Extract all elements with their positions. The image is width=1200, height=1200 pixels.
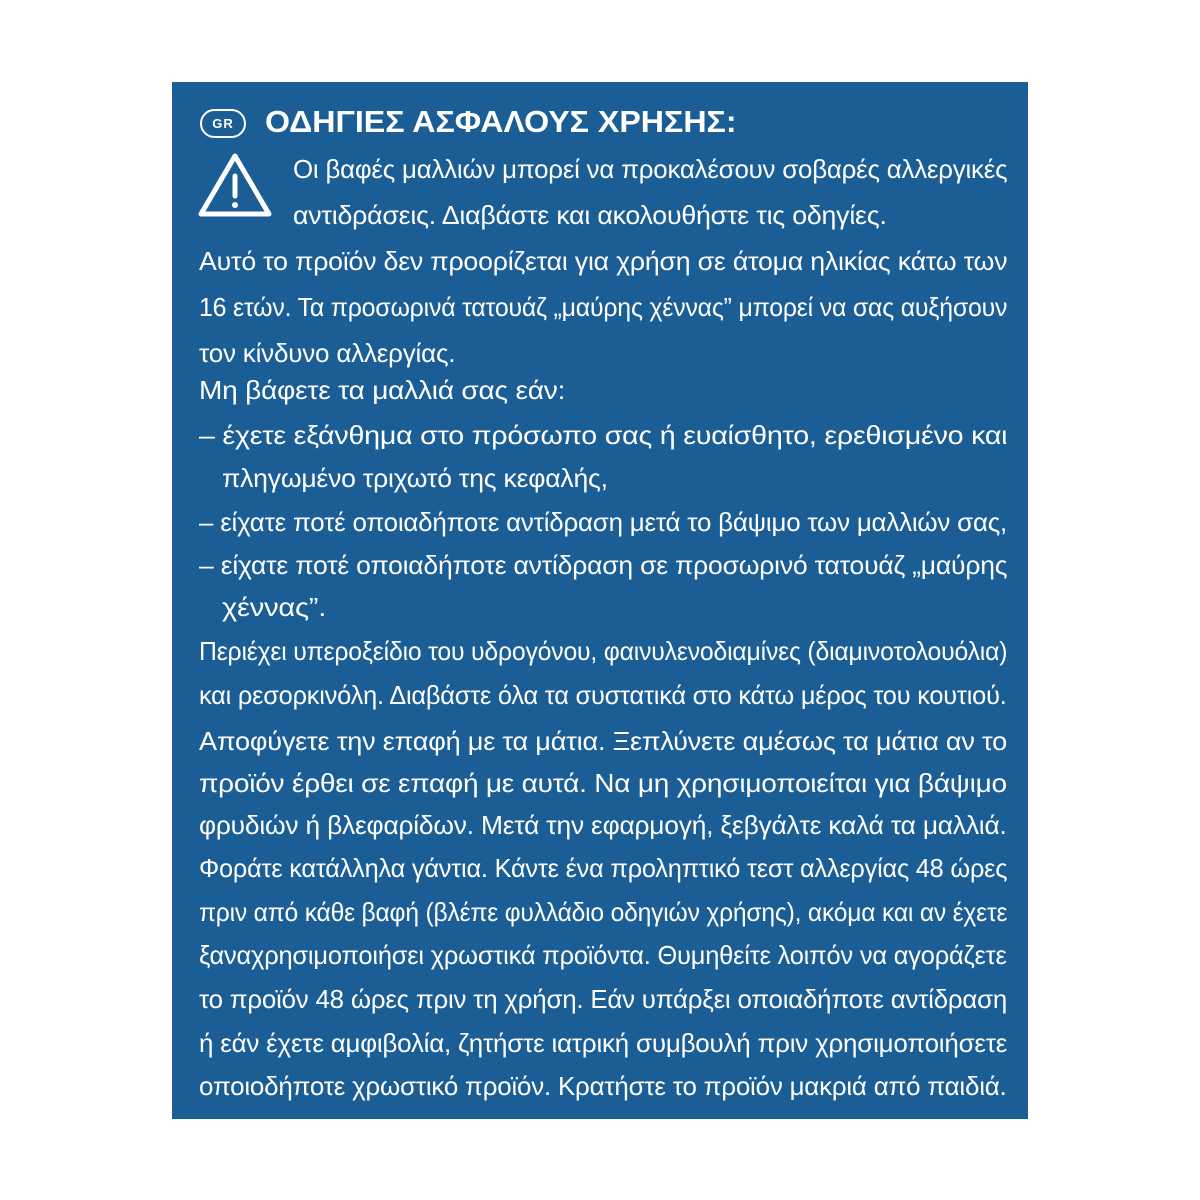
do-not-dye-heading: Μη βάφετε τα μαλλιά σας εάν: bbox=[199, 375, 566, 405]
warning-triangle-icon bbox=[196, 150, 274, 220]
do-not-dye-item: – έχετε εξάνθημα στο πρόσωπο σας ή ευαίσθητο, ερεθισμένο και bbox=[199, 420, 1008, 450]
body-line: και ρεσορκινόλη. Διαβάστε όλα τα συστατικά στο κάτω μέρος του κουτιού. bbox=[199, 680, 1007, 710]
age-notice-line: τον κίνδυνο αλλεργίας. bbox=[199, 338, 456, 368]
body-line: φρυδιών ή βλεφαρίδων. Μετά την εφαρμογή, ξεβγάλτε καλά τα μαλλιά. bbox=[199, 810, 1007, 840]
body-line: Αποφύγετε την επαφή με τα μάτια. Ξεπλύνετε αμέσως τα μάτια αν το bbox=[199, 726, 1007, 756]
body-line: προϊόν έρθει σε επαφή με αυτά. Να μη χρησιμοποιείται για βάψιμο bbox=[199, 768, 1007, 798]
age-notice-line: Αυτό το προϊόν δεν προορίζεται για χρήση σε άτομα ηλικίας κάτω των bbox=[199, 246, 1008, 276]
instructions-title: ΟΔΗΓΙΕΣ ΑΣΦΑΛΟΥΣ ΧΡΗΣΗΣ: bbox=[265, 104, 737, 139]
warning-line: Οι βαφές μαλλιών μπορεί να προκαλέσουν σοβαρές αλλεργικές bbox=[293, 154, 1008, 184]
body-line: Φοράτε κατάλληλα γάντια. Κάντε ένα προληπτικό τεστ αλλεργίας 48 ώρες bbox=[199, 853, 1008, 883]
body-line: οποιοδήποτε χρωστικό προϊόν. Κρατήστε το προϊόν μακριά από παιδιά. bbox=[199, 1071, 1007, 1101]
body-line: Περιέχει υπεροξείδιο του υδρογόνου, φαινυλενοδιαμίνες (διαμινοτολουόλια) bbox=[199, 636, 1008, 666]
age-notice-line: 16 ετών. Τα προσωρινά τατουάζ „μαύρης χέννας” μπορεί να σας αυξήσουν bbox=[199, 292, 1008, 322]
do-not-dye-item-cont: χέννας”. bbox=[222, 592, 327, 622]
do-not-dye-item-cont: πληγωμένο τριχωτό της κεφαλής, bbox=[222, 463, 608, 493]
do-not-dye-item: – είχατε ποτέ οποιαδήποτε αντίδραση σε προσωρινό τατουάζ „μαύρης bbox=[199, 550, 1008, 580]
warning-line: αντιδράσεις. Διαβάστε και ακολουθήστε τις οδηγίες. bbox=[293, 200, 887, 230]
body-line: πριν από κάθε βαφή (βλέπε φυλλάδιο οδηγιών χρήσης), ακόμα και αν έχετε bbox=[199, 897, 1008, 927]
country-badge: GR bbox=[200, 109, 246, 138]
body-line: ή εάν έχετε αμφιβολία, ζητήστε ιατρική συμβουλή πριν χρησιμοποιήσετε bbox=[199, 1028, 1008, 1058]
body-line: το προϊόν 48 ώρες πριν τη χρήση. Εάν υπάρξει οποιαδήποτε αντίδραση bbox=[199, 984, 1008, 1014]
body-line: ξαναχρησιμοποιήσει χρωστικά προϊόντα. Θυμηθείτε λοιπόν να αγοράζετε bbox=[199, 940, 1007, 970]
do-not-dye-item: – είχατε ποτέ οποιαδήποτε αντίδραση μετά το βάψιμο των μαλλιών σας, bbox=[199, 507, 1008, 537]
